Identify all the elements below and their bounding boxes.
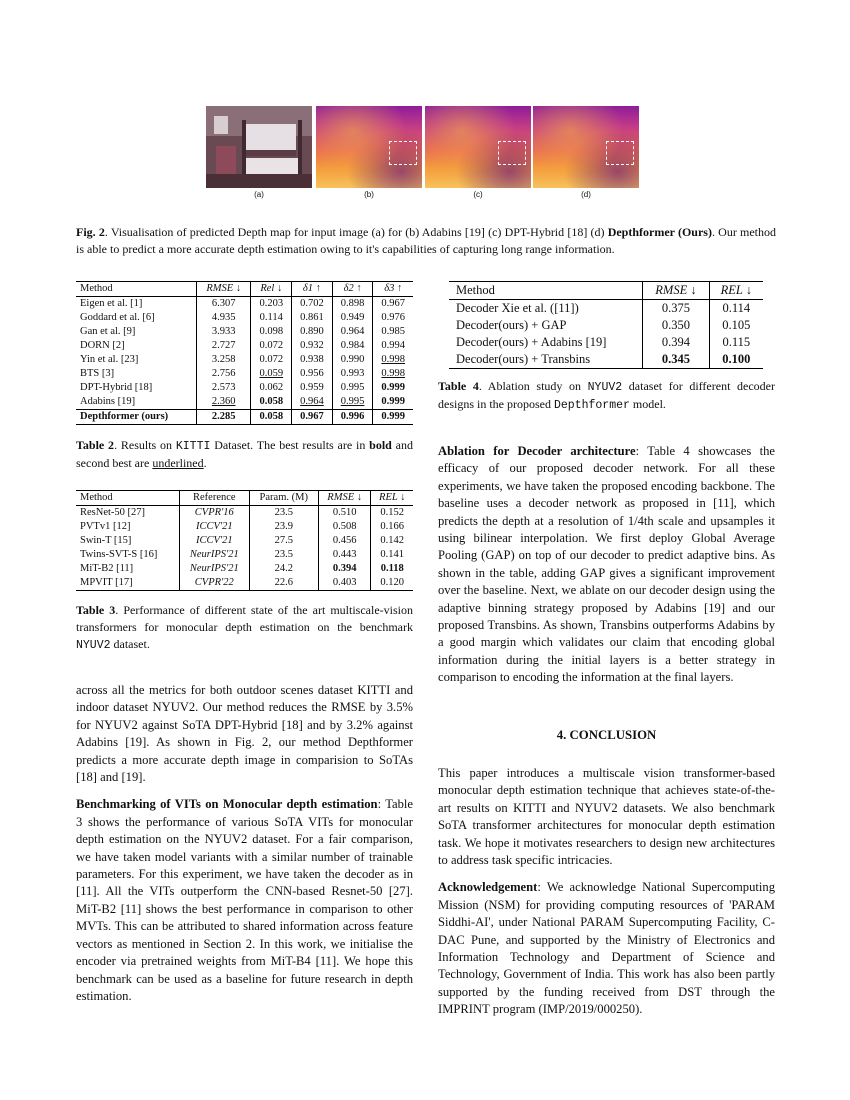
table-row <box>76 576 413 591</box>
value-cell: 0.141 <box>371 548 413 562</box>
panel-label-d: (d) <box>581 190 591 199</box>
value-cell: 0.456 <box>318 534 371 548</box>
method-cell: Decoder(ours) + Transbins <box>449 351 643 369</box>
value-cell: 2.727 <box>196 339 250 353</box>
table-row <box>76 311 413 325</box>
table-4-caption: Table 4. Ablation study on NYUV2 dataset for different decoder designs in the proposed Depthformer model. <box>438 379 775 412</box>
value-cell: 0.098 <box>251 325 292 339</box>
value-cell: ICCV'21 <box>179 534 249 548</box>
table-row <box>76 381 413 395</box>
value-cell: 0.152 <box>371 506 413 521</box>
value-cell: 0.058 <box>251 395 292 410</box>
value-cell: 0.993 <box>332 367 373 381</box>
value-cell: 0.072 <box>251 339 292 353</box>
value-cell: 0.932 <box>292 339 333 353</box>
value-cell: 4.935 <box>196 311 250 325</box>
value-cell: 0.403 <box>318 576 371 591</box>
value-cell: 0.967 <box>373 297 413 312</box>
value-cell: 0.976 <box>373 311 413 325</box>
value-cell: 0.510 <box>318 506 371 521</box>
value-cell: 0.702 <box>292 297 333 312</box>
method-cell: Goddard et al. [6] <box>80 312 155 323</box>
method-cell: Swin-T [15] <box>80 535 132 546</box>
value-cell: NeurIPS'21 <box>179 548 249 562</box>
bedroom-photo <box>206 106 312 188</box>
method-cell: Decoder(ours) + GAP <box>449 317 643 334</box>
value-cell: 0.985 <box>373 325 413 339</box>
results-paragraph: across all the metrics for both outdoor scenes dataset KITTI and indoor dataset NYUV2. Our method reduces the RMSE by 3.5% for NYUV2 against SoTA DPT-Hybrid [18] and by 3.2% against Adabins [19]. As shown in Fig. 2, our method Depthformer predicts a more accurate depth image in comparision to SoTAs [18] and [19]. <box>76 683 413 785</box>
value-cell: CVPR'22 <box>179 576 249 591</box>
table-row <box>449 317 763 334</box>
value-cell: 0.964 <box>292 395 333 410</box>
value-cell: 0.443 <box>318 548 371 562</box>
table-row <box>76 548 413 562</box>
highlight-box <box>606 141 634 165</box>
value-cell: 2.756 <box>196 367 250 381</box>
method-cell: MiT-B2 [11] <box>80 563 134 574</box>
method-cell: DORN [2] <box>80 340 125 351</box>
value-cell: 0.345 <box>643 351 709 369</box>
value-cell: 0.115 <box>722 335 751 349</box>
value-cell: 0.898 <box>332 297 373 312</box>
method-cell: Decoder(ours) + Adabins [19] <box>449 334 643 351</box>
value-cell: 6.307 <box>196 297 250 312</box>
table-row <box>449 300 763 318</box>
value-cell: 2.285 <box>196 410 250 425</box>
panel-label-b: (b) <box>364 190 374 199</box>
value-cell: 2.573 <box>196 381 250 395</box>
value-cell: 0.949 <box>332 311 373 325</box>
method-cell: MPVIT [17] <box>80 577 133 588</box>
value-cell: 0.967 <box>292 410 333 425</box>
value-cell: 22.6 <box>249 576 318 591</box>
table-row <box>76 325 413 339</box>
table-4: Method RMSE ↓ REL ↓ Decoder Xie et al. ([11]) 0.375 0.114 Decoder(ours) + GAP 0.350 0.105 Decoder(ours) + Adabins [19] 0.394 0.115 Decoder(ours) + Transbins 0.345 0.100 <box>449 281 763 369</box>
table-row <box>76 395 413 410</box>
value-cell: 23.9 <box>249 520 318 534</box>
value-cell: 0.375 <box>643 300 709 318</box>
method-cell: Adabins [19] <box>80 396 136 407</box>
value-cell: 0.203 <box>251 297 292 312</box>
value-cell: 0.105 <box>722 318 751 332</box>
value-cell: 0.861 <box>292 311 333 325</box>
value-cell: 0.114 <box>251 311 292 325</box>
value-cell: 0.394 <box>643 334 709 351</box>
table-row <box>76 534 413 548</box>
panel-label-c: (c) <box>473 190 483 199</box>
value-cell: 23.5 <box>249 506 318 521</box>
benchmark-paragraph: Benchmarking of VITs on Monocular depth estimation: Table 3 shows the performance of various SoTA VITs for monocular depth estimation on the NYUV2 dataset. For a fair comparison, we have taken model variants with a similar number of trainable parameters. For this experiment, we have taken the decoder as in [11]. All the VITs outperform the CNN-based Resnet-50 [27]. MiT-B2 [11] shows the best performance in comparison to other MVTs. This can be attributed to shared information across feature vectors as mentioned in Section 2. In this work, we initialise the encoder via pretrained weights from MiT-B4 [11]. We hope this benchmark can be used as a baseline for future research in depth estimation. <box>76 797 413 1003</box>
table-row <box>449 334 763 351</box>
value-cell: 0.994 <box>373 339 413 353</box>
value-cell: 0.999 <box>373 381 413 395</box>
section-title: 4. CONCLUSION <box>556 728 657 742</box>
method-cell: Gan et al. [9] <box>80 326 136 337</box>
left-column <box>76 682 413 1005</box>
value-cell: 0.058 <box>251 410 292 425</box>
value-cell: 0.394 <box>318 562 371 576</box>
table-row <box>76 506 413 521</box>
ablation-paragraph: Ablation for Decoder architecture: Table 4 showcases the efficacy of our proposed decoder network. For all these experiments, we have taken the proposed encoding backbone. The baseline uses a decoder network as proposed in [11], which predicts the depth at a resolution of 1/4th scale and upsamples it using bilinear interpolation. We first deploy Global Average Pooling (GAP) on top of our decoder to predict adaptive bins. As shown in the table, adding GAP gives a significant improvement over the baseline. Next, we ablate on our decoder design using the adaptive binning strategy proposed by Adabins [19] and our proposed Transbins. As shown, Transbins outperforms Adabins by a good margin which validates our claim that encoding global information during the initial layers is a better strategy in comparison to encoding the information at the final layers. <box>438 444 775 685</box>
value-cell: 2.360 <box>196 395 250 410</box>
method-cell: ResNet-50 [27] <box>80 507 146 518</box>
right-column <box>438 443 775 687</box>
value-cell: 0.959 <box>292 381 333 395</box>
value-cell: 0.890 <box>292 325 333 339</box>
value-cell: 0.990 <box>332 353 373 367</box>
value-cell: 0.956 <box>292 367 333 381</box>
input-image-panel <box>206 106 312 188</box>
table-3-caption: Table 3. Performance of different state of the art multiscale-vision transformers for monocular depth estimation on the benchmark NYUV2 dataset. <box>76 603 414 652</box>
conclusion <box>438 765 775 1019</box>
method-cell: BTS [3] <box>80 368 115 379</box>
value-cell: 0.118 <box>371 562 413 576</box>
method-cell: PVTv1 [12] <box>80 521 131 532</box>
table-row <box>76 520 413 534</box>
method-cell: Depthformer (ours) <box>80 411 169 422</box>
value-cell: 0.059 <box>251 367 292 381</box>
table-row <box>76 297 413 312</box>
highlight-box <box>498 141 526 165</box>
value-cell: 0.995 <box>332 381 373 395</box>
value-cell: NeurIPS'21 <box>179 562 249 576</box>
value-cell: 0.996 <box>332 410 373 425</box>
value-cell: 0.938 <box>292 353 333 367</box>
table-row <box>76 353 413 367</box>
value-cell: 0.999 <box>373 395 413 410</box>
dpt-hybrid-depth-panel <box>425 106 531 188</box>
value-cell: 0.166 <box>371 520 413 534</box>
value-cell: 0.072 <box>251 353 292 367</box>
value-cell: 0.508 <box>318 520 371 534</box>
value-cell: ICCV'21 <box>179 520 249 534</box>
value-cell: 0.100 <box>722 352 751 366</box>
method-cell: Twins-SVT-S [16] <box>80 549 158 560</box>
adabins-depth-panel <box>316 106 422 188</box>
table-row <box>76 410 413 425</box>
value-cell: 24.2 <box>249 562 318 576</box>
value-cell: 0.999 <box>373 410 413 425</box>
value-cell: 0.120 <box>371 576 413 591</box>
depthformer-depth-panel <box>533 106 639 188</box>
method-cell: Decoder Xie et al. ([11]) <box>449 300 643 318</box>
value-cell: 23.5 <box>249 548 318 562</box>
table-2: Method RMSE ↓ Rel ↓ δ1 ↑ δ2 ↑ δ3 ↑ Eigen et al. [1] 6.307 0.203 0.702 0.898 0.967 Goddard et al. [6] 4.935 0.114 0.861 0.949 0.976 Gan et al. [9] 3.933 0.098 0.890 0.964 0.985 DORN [2] 2.727 0.072 0.932 0.984 0.994 Yin et al. [23] 3.258 0.072 0.938 0.990 0.998 BTS [3] 2.756 0.059 0.956 0.993 0.998 DPT-Hybrid [18] 2.573 0.062 0.959 0.995 0.999 Adabins [19] 2.360 0.058 0.964 0.995 0.999 Depthformer (ours) 2.285 0.058 0.967 0.996 0.999 <box>76 281 413 425</box>
value-cell: 3.933 <box>196 325 250 339</box>
method-cell: Yin et al. [23] <box>80 354 139 365</box>
value-cell: 0.998 <box>373 367 413 381</box>
value-cell: 0.998 <box>373 353 413 367</box>
figure-caption: Fig. 2. Visualisation of predicted Depth map for input image (a) for (b) Adabins [19] (c) DPT-Hybrid [18] (d) Depthformer (Ours). Our method is able to predict a more accurate depth estimation owing to it's capabilities of capturing long range information. <box>76 225 776 256</box>
table-2-caption: Table 2. Results on KITTI Dataset. The best results are in bold and second best are underlined. <box>76 438 413 470</box>
table-row <box>449 351 763 369</box>
value-cell: CVPR'16 <box>179 506 249 521</box>
value-cell: 0.062 <box>251 381 292 395</box>
method-cell: Eigen et al. [1] <box>80 298 143 309</box>
value-cell: 0.964 <box>332 325 373 339</box>
value-cell: 0.114 <box>722 301 751 315</box>
value-cell: 0.984 <box>332 339 373 353</box>
panel-label-a: (a) <box>254 190 264 199</box>
highlight-box <box>389 141 417 165</box>
table-3: Method Reference Param. (M) RMSE ↓ REL ↓ ResNet-50 [27] CVPR'16 23.5 0.510 0.152 PVTv1 [12] ICCV'21 23.9 0.508 0.166 Swin-T [15] ICCV'21 27.5 0.456 0.142 Twins-SVT-S [16] NeurIPS'21 23.5 0.443 0.141 MiT-B2 [11] NeurIPS'21 24.2 0.394 0.118 MPVIT [17] CVPR'22 22.6 0.403 0.120 <box>76 490 413 591</box>
value-cell: 3.258 <box>196 353 250 367</box>
value-cell: 0.142 <box>371 534 413 548</box>
acknowledgement-paragraph: Acknowledgement: We acknowledge National Supercomputing Mission (NSM) for providing computing resources of 'PARAM Siddhi-AI', under National PARAM Supercomputing Facility, C-DAC Pune, and supported by the Ministry of Electronics and Information Technology and Department of Science and Technology, Government of India. This work has also been partly supported by the funding received from DST through the IMPRINT program (IMP/2019/000250). <box>438 880 775 1017</box>
value-cell: 0.350 <box>643 317 709 334</box>
method-cell: DPT-Hybrid [18] <box>80 382 153 393</box>
table-row <box>76 367 413 381</box>
value-cell: 0.995 <box>332 395 373 410</box>
table-row <box>76 339 413 353</box>
value-cell: 27.5 <box>249 534 318 548</box>
conclusion-paragraph: This paper introduces a multiscale vision transformer-based monocular depth estimation technique that achieves state-of-the-art results on KITTI and NYUV2 datasets. We also benchmark SoTA transformer architectures for monocular depth estimation task. We hope it motivates researchers to design new architectures to address task specific intricacies. <box>438 766 775 868</box>
table-row <box>76 562 413 576</box>
